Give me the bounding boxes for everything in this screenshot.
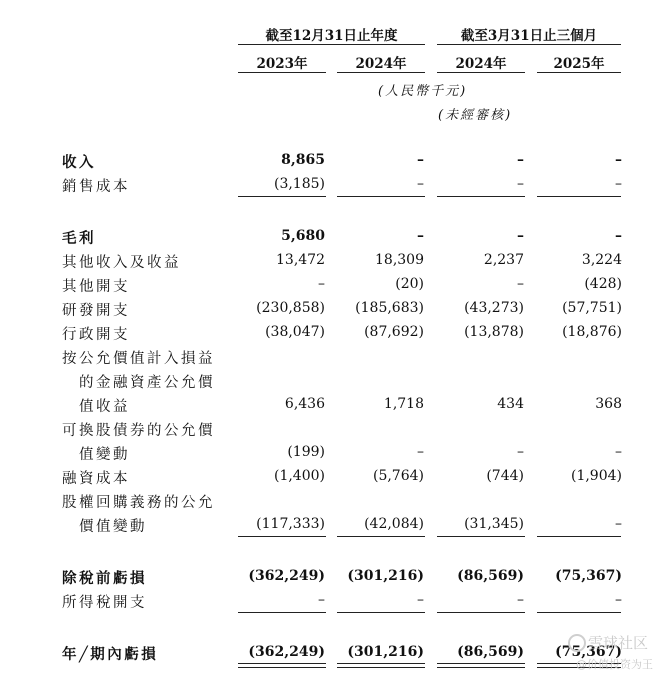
cell: (31,345) — [464, 516, 524, 532]
row-label-gross-profit: 毛利 — [62, 230, 96, 247]
cell: – — [318, 592, 325, 608]
watermark-line2: @价值投资为王 — [576, 658, 653, 671]
cell: (362,249) — [248, 568, 325, 584]
cell: 6,436 — [284, 396, 325, 412]
cell: 13,472 — [276, 252, 325, 268]
subtotal-rule — [537, 196, 621, 197]
cell: – — [417, 228, 424, 244]
cell: – — [615, 516, 622, 532]
subtotal-rule — [238, 612, 326, 613]
cell: 1,718 — [383, 396, 424, 412]
year-header-2023: 2023年 — [256, 56, 308, 72]
row-label-admin-expenses: 行政開支 — [62, 327, 130, 343]
cell: (86,569) — [457, 644, 524, 660]
cell: 18,309 — [375, 252, 424, 268]
year-header-2024-q: 2024年 — [455, 56, 507, 72]
cell: – — [517, 444, 524, 460]
cell: (18,876) — [562, 324, 622, 340]
cell: (362,249) — [248, 644, 325, 660]
row-label-rnd-expenses: 研發開支 — [62, 303, 130, 319]
snowball-logo-icon — [568, 634, 586, 652]
row-label-fvtpl-gain: 按公允價值計入損益 — [62, 351, 215, 367]
total-double-rule — [238, 663, 326, 668]
cell: (301,216) — [347, 568, 424, 584]
cell: (57,751) — [562, 300, 622, 316]
subtotal-rule — [537, 612, 621, 613]
subtotal-rule — [337, 536, 425, 537]
row-label-cost-of-sales: 銷售成本 — [62, 179, 130, 195]
row-label-finance-costs: 融資成本 — [62, 471, 130, 487]
cell: (86,569) — [457, 568, 524, 584]
cell: (75,367) — [555, 644, 622, 660]
cell: (42,084) — [364, 516, 424, 532]
cell: (43,273) — [464, 300, 524, 316]
row-label-loss-for-period: 年╱期內虧損 — [62, 646, 159, 663]
subtotal-rule — [437, 612, 525, 613]
cell: – — [615, 444, 622, 460]
cell: 2,237 — [483, 252, 524, 268]
cell: – — [615, 152, 622, 168]
subtotal-rule — [437, 536, 525, 537]
total-double-rule — [337, 663, 425, 668]
cell: (185,683) — [355, 300, 424, 316]
cell: (199) — [287, 444, 325, 460]
cell: (87,692) — [364, 324, 424, 340]
year-header-2024: 2024年 — [355, 56, 407, 72]
cell: – — [517, 152, 524, 168]
year-rule-1 — [238, 72, 326, 73]
row-label-share-repurchase: 股權回購義務的公允 — [62, 495, 215, 511]
cell: (5,764) — [372, 468, 424, 484]
year-rule-4 — [537, 72, 621, 73]
cell: – — [615, 228, 622, 244]
cell: – — [517, 276, 524, 292]
cell: – — [615, 176, 622, 192]
cell: 434 — [497, 396, 524, 412]
header-group-quarter-rule — [437, 44, 621, 45]
watermark-line1: 雪球社区 — [588, 634, 649, 652]
cell: – — [517, 592, 524, 608]
row-label-income-tax: 所得稅開支 — [62, 595, 147, 611]
header-group-annual: 截至12月31日止年度 — [265, 28, 398, 44]
cell: (38,047) — [265, 324, 325, 340]
subtotal-rule — [238, 196, 326, 197]
cell: – — [417, 176, 424, 192]
unaudited-note: (未經審核) — [438, 108, 513, 123]
subtotal-rule — [337, 196, 425, 197]
cell: 3,224 — [581, 252, 622, 268]
cell: (744) — [486, 468, 524, 484]
cell: (428) — [584, 276, 622, 292]
cell: (13,878) — [464, 324, 524, 340]
total-double-rule — [437, 663, 525, 668]
year-rule-3 — [437, 72, 525, 73]
row-label-other-expenses: 其他開支 — [62, 279, 130, 295]
unit-note: (人民幣千元) — [378, 84, 468, 99]
cell: (1,400) — [273, 468, 325, 484]
cell: 8,865 — [281, 152, 325, 168]
cell: – — [417, 444, 424, 460]
cell: (301,216) — [347, 644, 424, 660]
header-group-quarter: 截至3月31日止三個月 — [460, 28, 598, 44]
cell: (230,858) — [256, 300, 325, 316]
subtotal-rule — [537, 536, 621, 537]
row-label-loss-before-tax: 除稅前虧損 — [62, 570, 147, 587]
cell: (3,185) — [273, 176, 325, 192]
cell: 368 — [595, 396, 622, 412]
cell: – — [417, 592, 424, 608]
year-rule-2 — [337, 72, 425, 73]
cell: (75,367) — [555, 568, 622, 584]
cell: – — [615, 592, 622, 608]
cell: (1,904) — [570, 468, 622, 484]
row-label-convertible-bonds-line2: 值變動 — [79, 447, 130, 463]
row-label-fvtpl-gain-line2: 的金融資產公允價 — [79, 375, 215, 391]
cell: (117,333) — [256, 516, 325, 532]
header-group-annual-rule — [238, 44, 425, 45]
subtotal-rule — [337, 612, 425, 613]
row-label-share-repurchase-line2: 價值變動 — [79, 519, 147, 535]
cell: – — [517, 176, 524, 192]
row-label-fvtpl-gain-line3: 值收益 — [79, 399, 130, 415]
row-label-revenue: 收入 — [62, 154, 96, 171]
cell: – — [318, 276, 325, 292]
cell: – — [517, 228, 524, 244]
row-label-convertible-bonds: 可換股債券的公允價 — [62, 423, 215, 439]
year-header-2025-q: 2025年 — [553, 56, 605, 72]
cell: 5,680 — [281, 228, 325, 244]
subtotal-rule — [238, 536, 326, 537]
cell: (20) — [395, 276, 424, 292]
cell: – — [417, 152, 424, 168]
row-label-other-income: 其他收入及收益 — [62, 255, 181, 271]
subtotal-rule — [437, 196, 525, 197]
